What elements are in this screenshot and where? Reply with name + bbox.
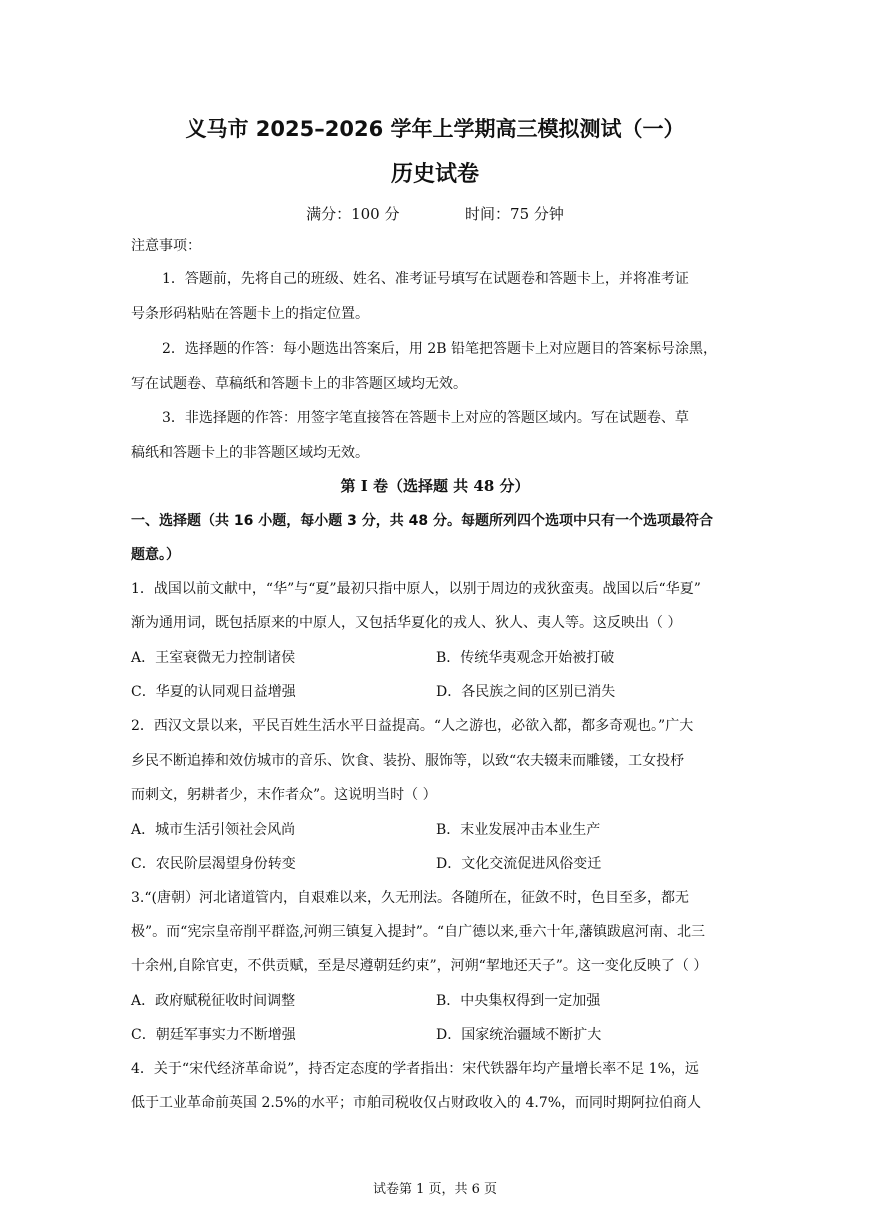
section-instruction: 一、选择题（共 16 小题，每小题 3 分，共 48 分。每题所列四个选项中只有一个选项最符合	[131, 513, 713, 529]
q3-option-c: C．朝廷军事实力不断增强	[131, 1027, 296, 1043]
question-1-stem: 1．战国以前文献中，“华”与“夏”最初只指中原人，以别于周边的戎狄蛮夷。战国以后“华夏”	[131, 581, 701, 597]
q2-option-c: C．农民阶层渴望身份转变	[131, 856, 296, 872]
q3-option-a: A．政府赋税征收时间调整	[131, 993, 296, 1009]
score-info: 满分：100 分	[306, 205, 400, 223]
question-3-stem: 3.“(唐朝）河北诸道管内，自艰难以来，久无刑法。各随所在，征敛不时，色目至多，都无	[131, 890, 689, 906]
q2-option-a: A．城市生活引领社会风尚	[131, 822, 296, 838]
page-footer: 试卷第 1 页，共 6 页	[372, 1182, 498, 1197]
q2-option-b: B．末业发展冲击本业生产	[436, 822, 601, 838]
notice-line: 稿纸和答题卡上的非答题区域均无效。	[131, 445, 369, 461]
q1-option-c: C．华夏的认同观日益增强	[131, 684, 296, 700]
notice-heading: 注意事项：	[131, 238, 201, 254]
question-3-stem: 极”。而“宪宗皇帝削平群盗,河朔三镇复入提封”。“自广德以来,垂六十年,藩镇跋扈河南、北三	[131, 924, 705, 940]
question-3-stem: 十余州,自除官吏，不供贡赋，至是尽遵朝廷约束”，河朔“挈地还天子”。这一变化反映了（ ）	[131, 958, 708, 974]
question-4-stem: 低于工业革命前英国 2.5%的水平；市舶司税收仅占财政收入的 4.7%，而同时期阿拉伯商人	[131, 1095, 702, 1111]
notice-line: 写在试题卷、草稿纸和答题卡上的非答题区域均无效。	[131, 376, 467, 392]
question-2-stem: 乡民不断追捧和效仿城市的音乐、饮食、装扮、服饰等，以致“农夫辍耒而雕镂，工女投杼	[131, 753, 685, 769]
notice-line: 2．选择题的作答：每小题选出答案后，用 2B 铅笔把答题卡上对应题目的答案标号涂黑，	[162, 341, 718, 357]
time-info: 时间：75 分钟	[465, 205, 564, 223]
question-2-stem: 2．西汉文景以来，平民百姓生活水平日益提高。“人之游也，必欲入都，都多奇观也。”广大	[131, 718, 694, 734]
notice-line: 号条形码粘贴在答题卡上的指定位置。	[131, 306, 369, 322]
question-4-stem: 4．关于“宋代经济革命说”，持否定态度的学者指出：宋代铁器年均产量增长率不足 1%，远	[131, 1061, 699, 1077]
q3-option-b: B．中央集权得到一定加强	[436, 993, 601, 1009]
section-instruction: 题意。）	[131, 547, 180, 563]
notice-line: 1．答题前，先将自己的班级、姓名、准考证号填写在试题卷和答题卡上，并将准考证	[162, 271, 689, 287]
exam-subject: 历史试卷	[390, 162, 479, 187]
q1-option-a: A．王室衰微无力控制诸侯	[131, 650, 296, 666]
section-title: 第 I 卷（选择题 共 48 分）	[340, 477, 530, 495]
q2-option-d: D．文化交流促进风俗变迁	[436, 856, 602, 872]
exam-meta	[0, 203, 870, 225]
q1-option-b: B．传统华夷观念开始被打破	[436, 650, 615, 666]
q1-option-d: D．各民族之间的区别已消失	[436, 684, 616, 700]
q3-option-d: D．国家统治疆域不断扩大	[436, 1027, 602, 1043]
exam-title: 义马市 2025–2026 学年上学期高三模拟测试（一）	[185, 117, 685, 141]
notice-line: 3．非选择题的作答：用签字笔直接答在答题卡上对应的答题区域内。写在试题卷、草	[162, 410, 689, 426]
question-2-stem: 而刺文，躬耕者少，末作者众”。这说明当时（ ）	[131, 787, 437, 803]
question-1-stem: 渐为通用词，既包括原来的中原人，又包括华夏化的戎人、狄人、夷人等。这反映出（ ）	[131, 615, 682, 631]
